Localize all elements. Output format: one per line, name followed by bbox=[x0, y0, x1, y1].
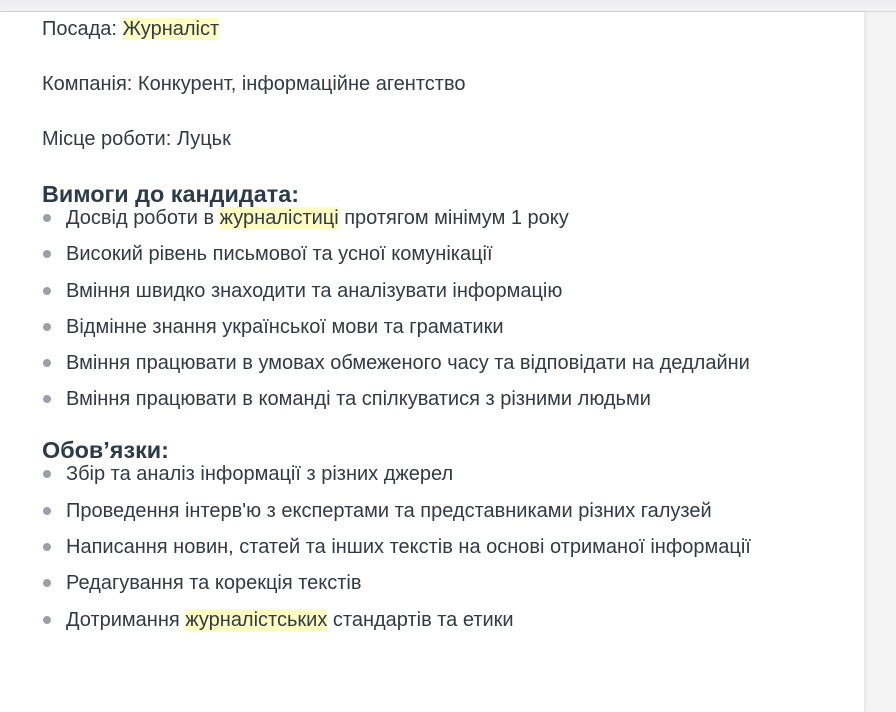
position-field bbox=[42, 17, 842, 41]
list-item-text: протягом мінімум 1 року bbox=[338, 207, 569, 229]
bullet-dot-icon bbox=[43, 543, 51, 551]
list-item-text: Відмінне знання української мови та граматики bbox=[66, 315, 504, 338]
position-label: Посада: bbox=[42, 18, 117, 40]
bullet-dot-icon bbox=[43, 579, 51, 587]
vacancy-description bbox=[42, 17, 842, 632]
bullet-dot-icon bbox=[43, 616, 51, 624]
list-item-text: Написання новин, статей та інших текстів на основі отриманої інформації bbox=[66, 536, 751, 559]
bullet-dot-icon bbox=[43, 395, 51, 403]
list-item-text: Редагування та корекція текстів bbox=[66, 572, 362, 595]
search-highlight: журналістиці bbox=[219, 207, 339, 229]
list-item bbox=[42, 315, 842, 339]
location-value: Луцьк bbox=[176, 128, 231, 150]
list-item bbox=[42, 571, 842, 595]
list-item-text: Високий рівень письмової та усної комунікації bbox=[66, 243, 493, 266]
position-value: Журналіст bbox=[122, 18, 220, 40]
list-item-text: стандартів та етики bbox=[327, 608, 514, 631]
vacancy-card bbox=[0, 12, 864, 712]
list-item bbox=[42, 351, 842, 375]
top-divider bbox=[0, 0, 896, 12]
list-item-text: Дотримання bbox=[66, 608, 186, 631]
list-item-text: Вміння працювати в умовах обмеженого часу та відповідати на дедлайни bbox=[66, 352, 750, 375]
list-item bbox=[42, 206, 842, 230]
location-field bbox=[42, 127, 842, 151]
bullet-dot-icon bbox=[43, 323, 51, 331]
list-item bbox=[42, 608, 842, 632]
list-item bbox=[42, 499, 842, 523]
list-item-text: Проведення інтерв'ю з експертами та представниками різних галузей bbox=[66, 499, 712, 522]
bullet-dot-icon bbox=[43, 359, 51, 367]
search-highlight: журналістських bbox=[185, 608, 328, 631]
company-value: Конкурент, інформаційне агентство bbox=[137, 73, 466, 95]
list-item-text: Збір та аналіз інформації з різних джерел bbox=[66, 463, 454, 486]
list-item-text: Вміння швидко знаходити та аналізувати інформацію bbox=[66, 279, 563, 302]
bullet-dot-icon bbox=[43, 470, 51, 478]
list-item bbox=[42, 279, 842, 303]
company-label: Компанія: bbox=[42, 73, 133, 95]
requirements-heading: Вимоги до кандидата: bbox=[42, 181, 299, 207]
bullet-dot-icon bbox=[43, 214, 51, 222]
list-item bbox=[42, 462, 842, 486]
list-item-text: Вміння працювати в команді та спілкуватися з різними людьми bbox=[66, 388, 651, 411]
duties-heading: Обов’язки: bbox=[42, 437, 169, 464]
list-item-text: Досвід роботи в bbox=[66, 207, 220, 229]
duties-list bbox=[42, 462, 842, 631]
list-item bbox=[42, 535, 842, 559]
requirements-list bbox=[42, 206, 842, 411]
list-item bbox=[42, 387, 842, 411]
bullet-dot-icon bbox=[43, 287, 51, 295]
list-item bbox=[42, 242, 842, 266]
location-label: Місце роботи: bbox=[42, 128, 172, 150]
bullet-dot-icon bbox=[43, 250, 51, 258]
bullet-dot-icon bbox=[43, 507, 51, 515]
company-field bbox=[42, 72, 842, 96]
